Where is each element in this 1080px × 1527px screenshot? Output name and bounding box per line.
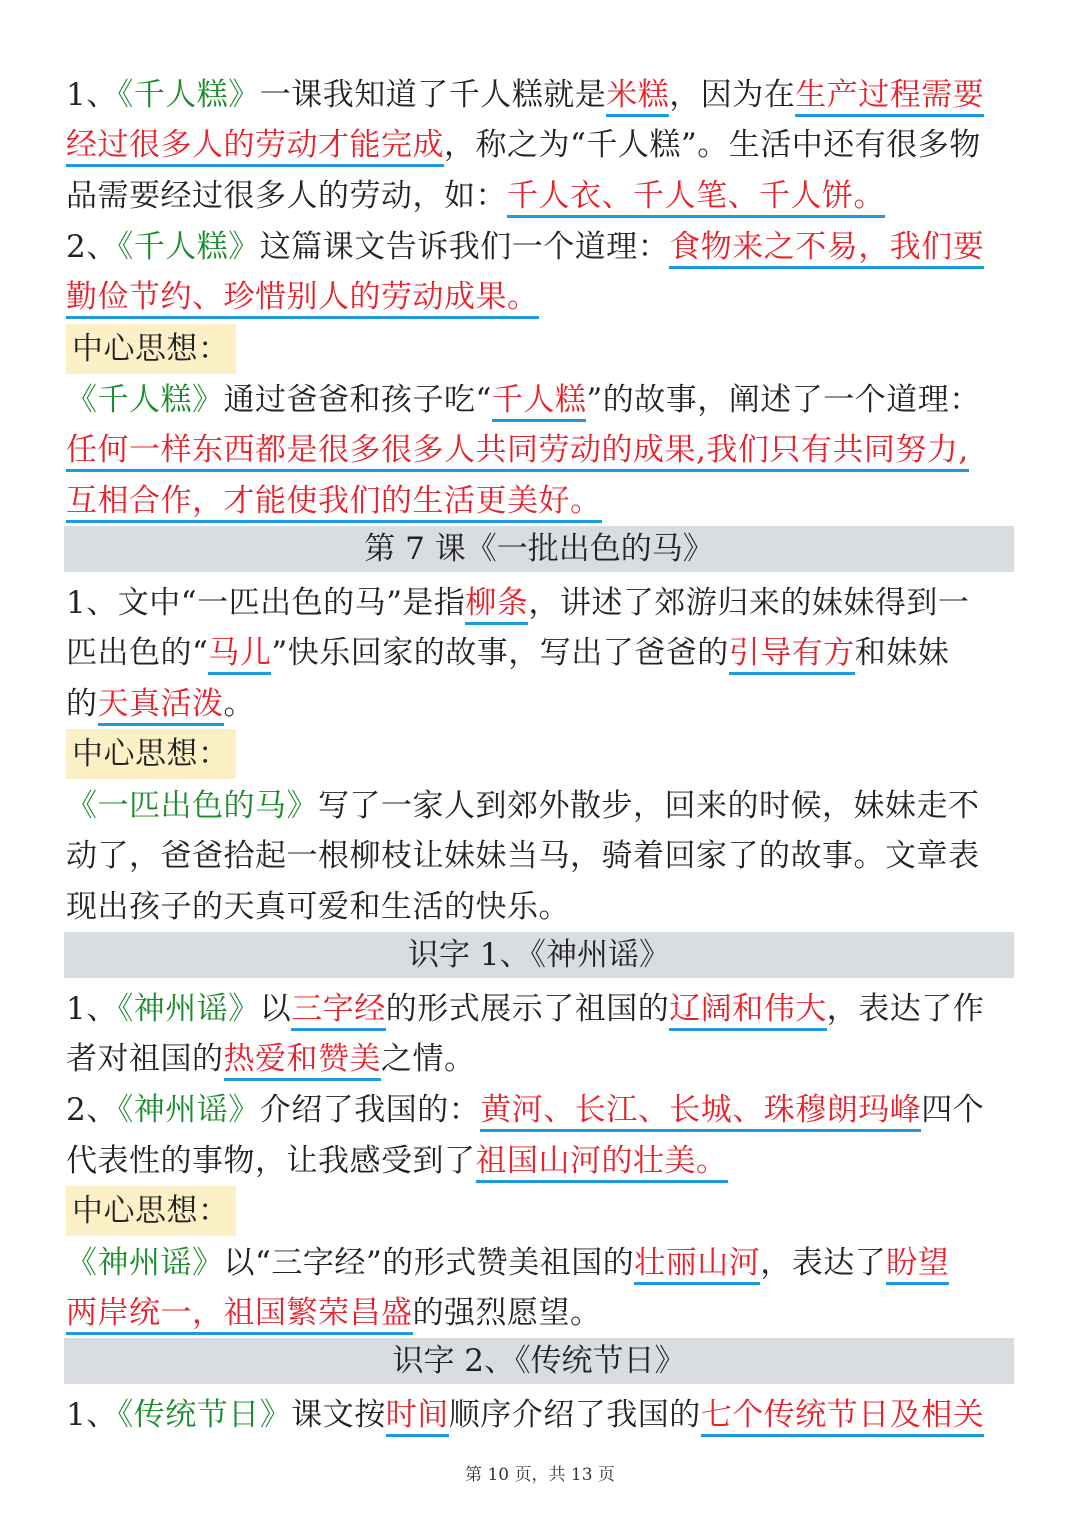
answer-highlight: 食物来之不易，我们要: [669, 229, 984, 269]
answer-highlight: 七个传统节日及相关: [701, 1397, 985, 1437]
text-span: 的: [66, 686, 98, 722]
answer-highlight: 引导有方: [729, 635, 855, 675]
text-span: ，称之为“千人糕”。生活中还有很多物: [444, 127, 981, 163]
text-line: [66, 1136, 1016, 1186]
text-span: 之情。: [381, 1041, 476, 1077]
text-span: 2、: [66, 1092, 118, 1128]
answer-highlight: 千人糕: [492, 382, 587, 422]
text-line: [66, 882, 1016, 932]
text-span: ”快乐回家的故事，写出了爸爸的: [271, 635, 729, 671]
text-line: [66, 1288, 1016, 1338]
text-line: [66, 831, 1016, 881]
text-line: [66, 171, 1016, 221]
text-line: [66, 1085, 1016, 1135]
lesson-title: 《神州谣》: [117, 1092, 260, 1128]
text-span: 四个: [921, 1092, 985, 1128]
answer-highlight: 时间: [386, 1397, 449, 1437]
text-line: [66, 1238, 1016, 1288]
text-span: 1、: [66, 991, 118, 1027]
text-line: [66, 375, 1016, 425]
text-span: 识字 2、《传统节日》: [392, 1343, 686, 1379]
text-span: 顺序介绍了我国的: [448, 1397, 701, 1433]
answer-highlight: 马儿: [208, 635, 271, 675]
text-line: [66, 476, 1016, 526]
text-span: 和妹妹: [854, 635, 950, 671]
answer-highlight: 勤俭节约、珍惜别人的劳动成果。: [66, 279, 539, 319]
answer-highlight: 辽阔和伟大: [669, 991, 827, 1031]
lesson-title: 《神州谣》: [117, 991, 260, 1027]
text-span: ，表达了: [760, 1245, 887, 1281]
text-span: 1、: [66, 1397, 118, 1433]
text-span: 匹出色的“: [66, 635, 209, 671]
text-span: ，讲述了郊游归来的妹妹得到一: [528, 585, 970, 621]
answer-highlight: 黄河、长江、长城、珠穆朗玛峰: [480, 1092, 921, 1132]
text-line: [66, 984, 1016, 1034]
answer-highlight: 米糕: [606, 77, 669, 117]
text-span: 以: [259, 991, 292, 1027]
text-span: 这篇课文告诉我们一个道理：: [259, 229, 670, 265]
text-line: [66, 324, 1016, 374]
answer-highlight: 千人衣、千人笔、千人饼。: [507, 178, 885, 218]
answer-highlight: 经过很多人的劳动才能完成: [66, 127, 444, 167]
text-line: [66, 70, 1016, 120]
lesson-title: 《千人糕》: [66, 382, 224, 418]
text-span: 品需要经过很多人的劳动，如：: [66, 178, 507, 214]
text-span: 的形式展示了祖国的: [385, 991, 670, 1027]
text-span: ，表达了作: [826, 991, 985, 1027]
text-span: 动了，爸爸拾起一根柳枝让妹妹当马，骑着回家了的故事。文章表: [66, 838, 980, 874]
text-line: [66, 628, 1016, 678]
text-line: [66, 729, 1016, 779]
answer-highlight: 祖国山河的壮美。: [476, 1143, 728, 1183]
answer-highlight: 三字经: [291, 991, 386, 1031]
text-span: 介绍了我国的：: [259, 1092, 481, 1128]
central-idea-label: 中心思想：: [66, 324, 236, 374]
answer-highlight: 壮丽山河: [634, 1245, 760, 1285]
text-span: 课文按: [291, 1397, 386, 1433]
answer-highlight: 盼望: [886, 1245, 949, 1285]
text-span: 写了一家人到郊外散步，回来的时候，妹妹走不: [318, 788, 980, 824]
section-heading: [64, 932, 1014, 978]
lesson-title: 《神州谣》: [66, 1245, 224, 1281]
text-line: [66, 272, 1016, 322]
text-span: 通过爸爸和孩子吃“: [223, 382, 492, 418]
answer-highlight: 天真活泼: [98, 686, 224, 726]
text-span: 者对祖国的: [66, 1041, 224, 1077]
answer-highlight: 两岸统一，祖国繁荣昌盛: [66, 1295, 413, 1335]
text-span: 1、文中“一匹出色的马”是指: [66, 585, 466, 621]
text-line: [66, 578, 1016, 628]
answer-highlight: 互相合作，才能使我们的生活更美好。: [66, 483, 602, 523]
section-heading: [64, 1338, 1014, 1384]
text-span: 。: [223, 686, 255, 722]
text-span: 识字 1、《神州谣》: [407, 937, 671, 973]
lesson-title: 《一匹出色的马》: [66, 788, 318, 824]
text-span: 第 7 课《一批出色的马》: [364, 531, 714, 567]
text-span: 代表性的事物，让我感受到了: [66, 1143, 476, 1179]
text-span: 的强烈愿望。: [412, 1295, 602, 1331]
text-line: [66, 425, 1016, 475]
text-line: [66, 120, 1016, 170]
text-span: 以“三字经”的形式赞美祖国的: [223, 1245, 635, 1281]
answer-highlight: 任何一样东西都是很多很多人共同劳动的成果,我们只有共同努力,: [66, 432, 969, 472]
text-span: ，因为在: [669, 77, 796, 113]
text-line: [66, 781, 1016, 831]
text-line: [66, 1186, 1016, 1236]
central-idea-label: 中心思想：: [66, 729, 236, 779]
page-footer: 第 10 页，共 13 页: [465, 1465, 615, 1485]
section-heading: [64, 526, 1014, 572]
text-span: ”的故事，阐述了一个道理：: [586, 382, 981, 418]
text-line: [66, 1034, 1016, 1084]
answer-highlight: 热爱和赞美: [224, 1041, 382, 1081]
lesson-title: 《千人糕》: [117, 77, 260, 113]
text-span: 1、: [66, 77, 118, 113]
text-span: 2、: [66, 229, 118, 265]
answer-highlight: 柳条: [465, 585, 528, 625]
lesson-title: 《千人糕》: [117, 229, 260, 265]
answer-highlight: 生产过程需要: [795, 77, 984, 117]
text-span: 现出孩子的天真可爱和生活的快乐。: [66, 889, 570, 925]
text-line: [66, 222, 1016, 272]
text-line: [66, 679, 1016, 729]
lesson-title: 《传统节日》: [117, 1397, 292, 1433]
text-span: 一课我知道了千人糕就是: [259, 77, 607, 113]
text-line: [66, 1390, 1016, 1440]
central-idea-label: 中心思想：: [66, 1186, 236, 1236]
